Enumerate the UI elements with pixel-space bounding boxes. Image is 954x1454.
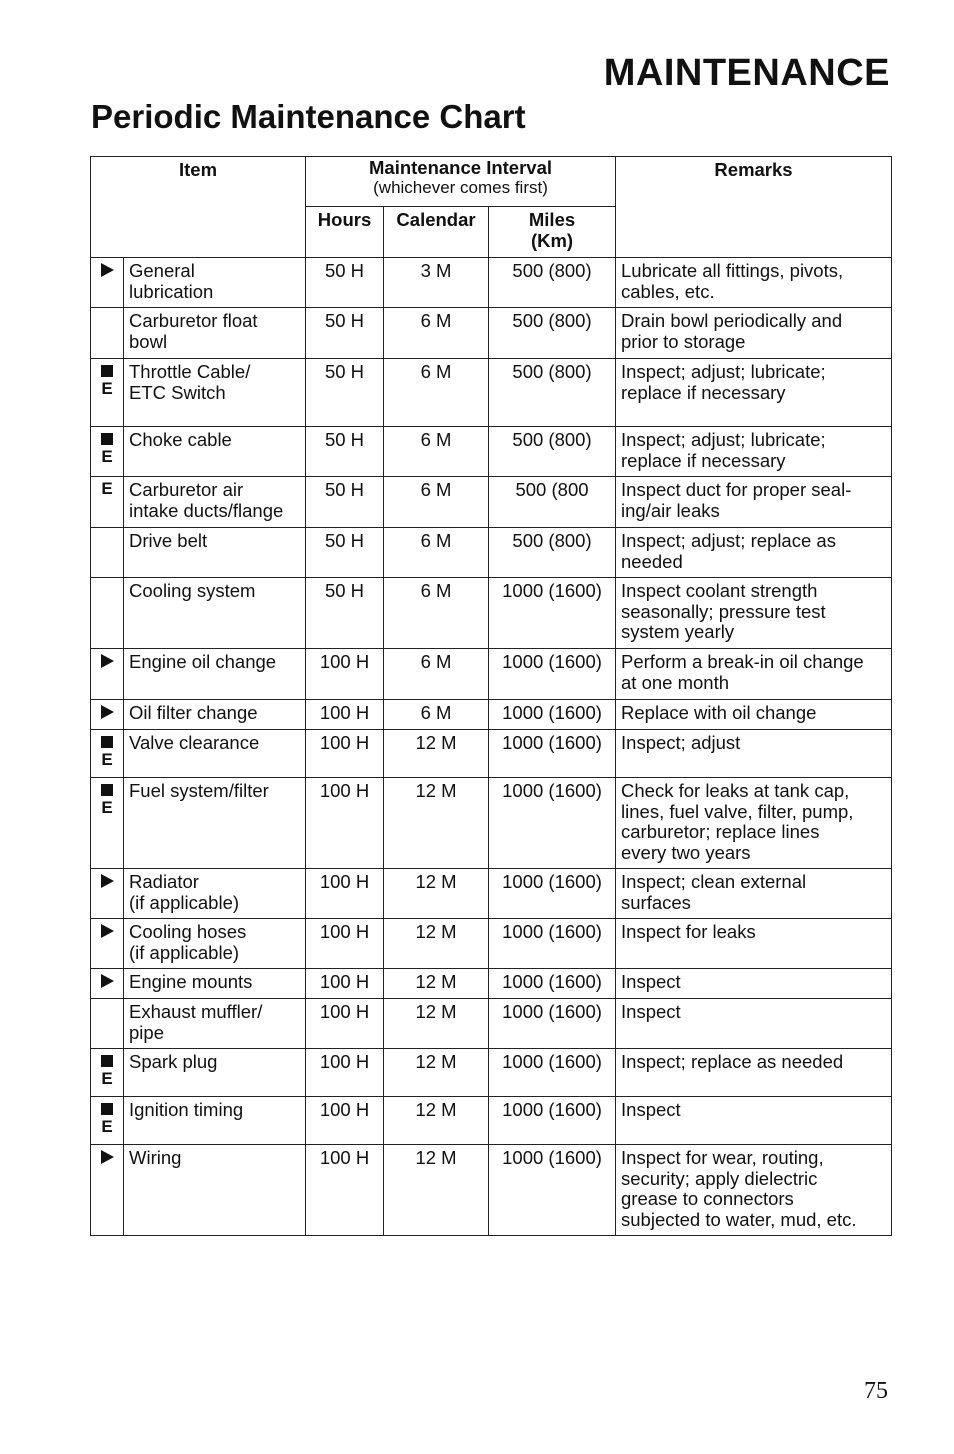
remarks-text: surfaces	[621, 891, 691, 913]
remarks-text: Inspect duct for proper seal-	[621, 479, 852, 500]
remarks-cell	[616, 919, 892, 969]
item-text: Choke cable	[129, 429, 232, 450]
remarks-cell	[616, 778, 892, 869]
remarks-cell	[616, 578, 892, 649]
hours-cell: 50 H	[306, 427, 384, 477]
square-bullet-icon	[101, 784, 113, 796]
item-text: pipe	[129, 1021, 164, 1043]
miles-cell: 500 (800)	[489, 308, 616, 359]
table-row	[91, 999, 892, 1049]
table-row	[91, 869, 892, 919]
miles-cell: 1000 (1600)	[489, 1049, 616, 1097]
remarks-text: Inspect; replace as needed	[621, 1051, 844, 1072]
miles-cell: 1000 (1600)	[489, 649, 616, 700]
remarks-header: Remarks	[616, 157, 892, 258]
hours-cell: 100 H	[306, 730, 384, 778]
calendar-cell: 3 M	[384, 258, 489, 308]
calendar-cell: 6 M	[384, 578, 489, 649]
remarks-text: security; apply dielectric	[621, 1167, 818, 1189]
item-text: Exhaust muffler/	[129, 1001, 263, 1022]
miles-cell: 500 (800)	[489, 359, 616, 427]
item-cell	[124, 778, 306, 869]
remarks-text: prior to storage	[621, 330, 746, 352]
hours-cell: 100 H	[306, 919, 384, 969]
table-row	[91, 578, 892, 649]
table-row	[91, 730, 892, 778]
remarks-text: seasonally; pressure test	[621, 600, 826, 622]
square-bullet-icon	[101, 365, 113, 377]
square-bullet-icon	[101, 1055, 113, 1067]
interval-header	[306, 157, 616, 207]
row-marker	[91, 359, 124, 427]
remarks-text: at one month	[621, 671, 730, 693]
remarks-cell	[616, 528, 892, 578]
item-cell	[124, 427, 306, 477]
hours-cell: 50 H	[306, 477, 384, 528]
table-row	[91, 427, 892, 477]
remarks-text: ing/air leaks	[621, 499, 720, 521]
square-bullet-icon	[101, 736, 113, 748]
item-text: Engine oil change	[129, 651, 277, 672]
table-row	[91, 1145, 892, 1236]
item-text: Engine mounts	[129, 971, 253, 992]
miles-cell: 1000 (1600)	[489, 578, 616, 649]
table-row	[91, 649, 892, 700]
miles-header-label: Miles	[528, 209, 576, 230]
item-text: Throttle Cable/	[129, 361, 251, 382]
marker-letter: E	[101, 447, 113, 466]
calendar-cell: 12 M	[384, 999, 489, 1049]
item-text: Fuel system/filter	[129, 780, 269, 801]
table-row	[91, 308, 892, 359]
item-text: (if applicable)	[129, 941, 240, 963]
remarks-cell	[616, 1145, 892, 1236]
row-marker	[91, 969, 124, 999]
row-marker	[91, 778, 124, 869]
row-marker	[91, 477, 124, 528]
item-cell	[124, 578, 306, 649]
table-row	[91, 258, 892, 308]
item-cell	[124, 649, 306, 700]
square-bullet-icon	[101, 1103, 113, 1115]
remarks-cell	[616, 700, 892, 730]
hours-cell: 100 H	[306, 700, 384, 730]
row-marker	[91, 528, 124, 578]
item-text: Valve clearance	[129, 732, 260, 753]
remarks-text: every two years	[621, 841, 751, 863]
page-number: 75	[864, 1378, 888, 1404]
remarks-cell	[616, 999, 892, 1049]
calendar-cell: 12 M	[384, 1145, 489, 1236]
hours-cell: 100 H	[306, 1145, 384, 1236]
calendar-cell: 6 M	[384, 427, 489, 477]
table-row	[91, 1049, 892, 1097]
remarks-cell	[616, 649, 892, 700]
hours-cell: 50 H	[306, 308, 384, 359]
hours-cell: 50 H	[306, 528, 384, 578]
item-cell	[124, 730, 306, 778]
remarks-text: Lubricate all fittings, pivots,	[621, 260, 844, 281]
remarks-text: Check for leaks at tank cap,	[621, 780, 850, 801]
remarks-cell	[616, 477, 892, 528]
remarks-cell	[616, 869, 892, 919]
table-row	[91, 1097, 892, 1145]
miles-header	[489, 207, 616, 258]
item-cell	[124, 1145, 306, 1236]
row-marker	[91, 308, 124, 359]
hours-cell: 100 H	[306, 778, 384, 869]
item-cell	[124, 969, 306, 999]
remarks-text: Inspect	[621, 1099, 681, 1120]
hours-cell: 100 H	[306, 999, 384, 1049]
item-cell	[124, 477, 306, 528]
remarks-cell	[616, 427, 892, 477]
hours-cell: 100 H	[306, 649, 384, 700]
km-header-label: (Km)	[530, 229, 574, 251]
calendar-cell: 6 M	[384, 528, 489, 578]
miles-cell: 1000 (1600)	[489, 1145, 616, 1236]
marker-letter: E	[101, 1069, 113, 1088]
row-marker	[91, 578, 124, 649]
marker-letter: E	[101, 1117, 113, 1136]
item-text: Ignition timing	[129, 1099, 244, 1120]
remarks-cell	[616, 1049, 892, 1097]
item-text: lubrication	[129, 280, 214, 302]
item-cell	[124, 258, 306, 308]
hours-cell: 100 H	[306, 1097, 384, 1145]
remarks-text: Inspect for leaks	[621, 921, 756, 942]
calendar-cell: 12 M	[384, 1049, 489, 1097]
item-text: General	[129, 260, 195, 281]
remarks-text: Inspect; adjust	[621, 732, 741, 753]
miles-cell: 1000 (1600)	[489, 969, 616, 999]
item-text: bowl	[129, 330, 168, 352]
hours-cell: 100 H	[306, 869, 384, 919]
item-text: ETC Switch	[129, 381, 226, 403]
table-row	[91, 477, 892, 528]
calendar-cell: 6 M	[384, 477, 489, 528]
calendar-cell: 12 M	[384, 919, 489, 969]
triangle-bullet-icon	[101, 1150, 114, 1164]
remarks-text: Inspect; adjust; lubricate;	[621, 429, 826, 450]
row-marker	[91, 1049, 124, 1097]
row-marker	[91, 999, 124, 1049]
miles-cell: 1000 (1600)	[489, 730, 616, 778]
item-cell	[124, 308, 306, 359]
square-bullet-icon	[101, 433, 113, 445]
table-row	[91, 919, 892, 969]
calendar-cell: 12 M	[384, 778, 489, 869]
calendar-cell: 12 M	[384, 869, 489, 919]
triangle-bullet-icon	[101, 705, 114, 719]
hours-header: Hours	[306, 207, 384, 258]
calendar-cell: 6 M	[384, 308, 489, 359]
triangle-bullet-icon	[101, 924, 114, 938]
remarks-cell	[616, 1097, 892, 1145]
remarks-cell	[616, 359, 892, 427]
item-text: Carburetor air	[129, 479, 244, 500]
remarks-cell	[616, 730, 892, 778]
miles-cell: 1000 (1600)	[489, 700, 616, 730]
row-marker	[91, 919, 124, 969]
remarks-text: grease to connectors	[621, 1188, 794, 1209]
item-cell	[124, 1049, 306, 1097]
miles-cell: 1000 (1600)	[489, 778, 616, 869]
item-cell	[124, 919, 306, 969]
item-cell	[124, 1097, 306, 1145]
item-text: intake ducts/flange	[129, 499, 284, 521]
item-text: Cooling hoses	[129, 921, 247, 942]
calendar-cell: 6 M	[384, 700, 489, 730]
hours-cell: 100 H	[306, 969, 384, 999]
item-text: Wiring	[129, 1147, 182, 1168]
miles-cell: 500 (800)	[489, 258, 616, 308]
remarks-text: replace if necessary	[621, 449, 786, 471]
row-marker	[91, 258, 124, 308]
item-cell	[124, 999, 306, 1049]
remarks-text: Drain bowl periodically and	[621, 310, 843, 331]
remarks-text: Inspect	[621, 971, 681, 992]
remarks-cell	[616, 308, 892, 359]
interval-header-label: Maintenance Interval	[369, 157, 553, 178]
row-marker	[91, 730, 124, 778]
chart-body	[91, 258, 892, 1236]
calendar-cell: 12 M	[384, 730, 489, 778]
hours-cell: 50 H	[306, 359, 384, 427]
item-cell	[124, 528, 306, 578]
remarks-text: Replace with oil change	[621, 702, 817, 723]
item-cell	[124, 359, 306, 427]
maintenance-chart	[90, 156, 892, 1236]
remarks-text: Inspect coolant strength	[621, 580, 818, 601]
triangle-bullet-icon	[101, 654, 114, 668]
triangle-bullet-icon	[101, 974, 114, 988]
remarks-text: lines, fuel valve, filter, pump,	[621, 800, 854, 822]
calendar-cell: 12 M	[384, 969, 489, 999]
table-row	[91, 969, 892, 999]
calendar-cell: 6 M	[384, 359, 489, 427]
miles-cell: 1000 (1600)	[489, 1097, 616, 1145]
miles-cell: 1000 (1600)	[489, 919, 616, 969]
marker-letter: E	[101, 379, 113, 398]
triangle-bullet-icon	[101, 874, 114, 888]
row-marker	[91, 1097, 124, 1145]
calendar-cell: 6 M	[384, 649, 489, 700]
calendar-header: Calendar	[384, 207, 489, 258]
miles-cell: 500 (800)	[489, 528, 616, 578]
calendar-cell: 12 M	[384, 1097, 489, 1145]
table-row	[91, 700, 892, 730]
miles-cell: 500 (800	[489, 477, 616, 528]
marker-letter: E	[101, 750, 113, 769]
remarks-text: replace if necessary	[621, 381, 786, 403]
row-marker	[91, 649, 124, 700]
remarks-text: Inspect; adjust; replace as	[621, 530, 836, 551]
item-text: Drive belt	[129, 530, 208, 551]
item-text: Radiator	[129, 871, 199, 892]
remarks-text: Inspect; clean external	[621, 871, 807, 892]
remarks-cell	[616, 969, 892, 999]
table-row	[91, 359, 892, 427]
miles-cell: 500 (800)	[489, 427, 616, 477]
remarks-text: cables, etc.	[621, 280, 715, 302]
remarks-text: Perform a break-in oil change	[621, 651, 864, 672]
remarks-text: Inspect	[621, 1001, 681, 1022]
item-text: Spark plug	[129, 1051, 218, 1072]
remarks-text: Inspect for wear, routing,	[621, 1147, 824, 1168]
item-text: Carburetor float	[129, 310, 258, 331]
triangle-bullet-icon	[101, 263, 114, 277]
table-row	[91, 778, 892, 869]
hours-cell: 50 H	[306, 578, 384, 649]
item-cell	[124, 700, 306, 730]
section-header: MAINTENANCE	[603, 52, 890, 94]
remarks-text: needed	[621, 550, 683, 572]
table-row	[91, 528, 892, 578]
item-header: Item	[91, 157, 306, 258]
item-text: (if applicable)	[129, 891, 240, 913]
row-marker	[91, 427, 124, 477]
remarks-text: carburetor; replace lines	[621, 821, 820, 842]
row-marker	[91, 869, 124, 919]
item-cell	[124, 869, 306, 919]
marker-letter: E	[101, 798, 113, 817]
miles-cell: 1000 (1600)	[489, 999, 616, 1049]
miles-cell: 1000 (1600)	[489, 869, 616, 919]
interval-header-note: (whichever comes first)	[373, 177, 548, 197]
row-marker	[91, 700, 124, 730]
hours-cell: 50 H	[306, 258, 384, 308]
item-text: Cooling system	[129, 580, 256, 601]
page-title: Periodic Maintenance Chart	[91, 98, 526, 135]
row-marker	[91, 1145, 124, 1236]
remarks-text: subjected to water, mud, etc.	[621, 1208, 857, 1230]
hours-cell: 100 H	[306, 1049, 384, 1097]
remarks-text: system yearly	[621, 621, 735, 642]
item-text: Oil filter change	[129, 702, 258, 723]
marker-letter: E	[101, 479, 113, 498]
remarks-cell	[616, 258, 892, 308]
remarks-text: Inspect; adjust; lubricate;	[621, 361, 826, 382]
